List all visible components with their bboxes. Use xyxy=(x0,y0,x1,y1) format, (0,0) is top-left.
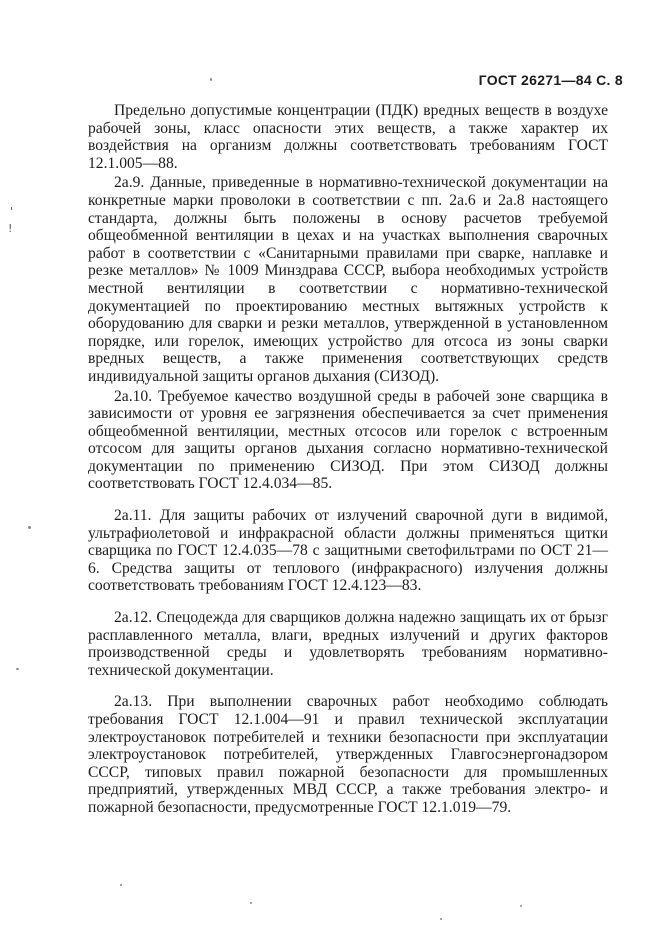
paragraph-2a10: 2а.10. Требуемое качество воздушной среды в рабочей зоне сварщика в зависимости от уровня ее загрязнения обеспечивается за счет применения общеобменной вентиляции, местных отсосов или горелок с встроенным отсосом для защиты органов дыхания согласно нормативно-технической документации по применению СИЗОД. При этом СИЗОД должны соответствовать ГОСТ 12.4.034—85. xyxy=(88,387,608,493)
scan-speck xyxy=(120,884,122,886)
paragraph-2a9: 2а.9. Данные, приведенные в нормативно-технической документации на конкретные марки проволоки в соответствии с пп. 2а.6 и 2а.8 настоящего стандарта, должны быть положены в основу расчетов требуемой общеобменной вентиляции в цехах и на участках выполнения сварочных работ в соответствии с «Санитарными правилами при сварке, наплавке и резке металлов» № 1009 Минздрава СССР, выбора необходимых устройств местной вентиляции в соответствии с нормативно-технической документацией по проектированию местных вытяжных устройств к оборудованию для сварки и резки металлов, утвержденной в установленном порядке, или горелок, имеющих устройство для отсоса из зоны сварки вредных веществ, а также применения соответствующих средств индивидуальной защиты органов дыхания (СИЗОД). xyxy=(88,174,608,385)
scan-speck xyxy=(520,905,522,907)
paragraph-pdk: Предельно допустимые концентрации (ПДК) вредных веществ в воздухе рабочей зоны, класс опасности этих веществ, а также характер их воздействия на организм должны соответствовать требованиям ГОСТ 12.1.005—88. xyxy=(88,102,608,172)
scan-speck xyxy=(440,918,442,920)
page-header: ГОСТ 26271—84 С. 8 xyxy=(478,72,623,88)
paragraph-2a13: 2а.13. При выполнении сварочных работ необходимо соблюдать требования ГОСТ 12.1.004—91 и правил технической эксплуатации электроустановок потребителей и техники безопасности при эксплуатации электроустановок потребителей, утвержденных Главгосэнергонадзором СССР, типовых правил пожарной безопасности для промышленных предприятий, утвержденных МВД СССР, а также требования электро- и пожарной безопасности, предусмотренные ГОСТ 12.1.019—79. xyxy=(88,693,608,816)
scan-speck xyxy=(28,526,31,529)
paragraph-2a11: 2а.11. Для защиты рабочих от излучений сварочной дуги в видимой, ультрафиолетовой и инфракрасной области должны применяться щитки сварщика по ГОСТ 12.4.035—78 с защитными светофильтрами по ОСТ 21—6. Средства защиты от теплового (инфракрасного) излучения должны соответствовать требованиям ГОСТ 12.4.123—83. xyxy=(88,507,608,595)
margin-scan-mark: ' xyxy=(10,205,14,218)
document-body xyxy=(88,102,608,817)
scan-speck xyxy=(210,78,212,81)
scan-speck xyxy=(250,902,252,904)
margin-scan-mark: ! xyxy=(8,222,13,235)
paragraph-2a12: 2а.12. Спецодежда для сварщиков должна надежно защищать их от брызг расплавленного металла, влаги, вредных излучений и других факторов производственной среды и удовлетворять требованиям нормативно-технической документации. xyxy=(88,609,608,679)
scan-speck xyxy=(16,668,19,670)
